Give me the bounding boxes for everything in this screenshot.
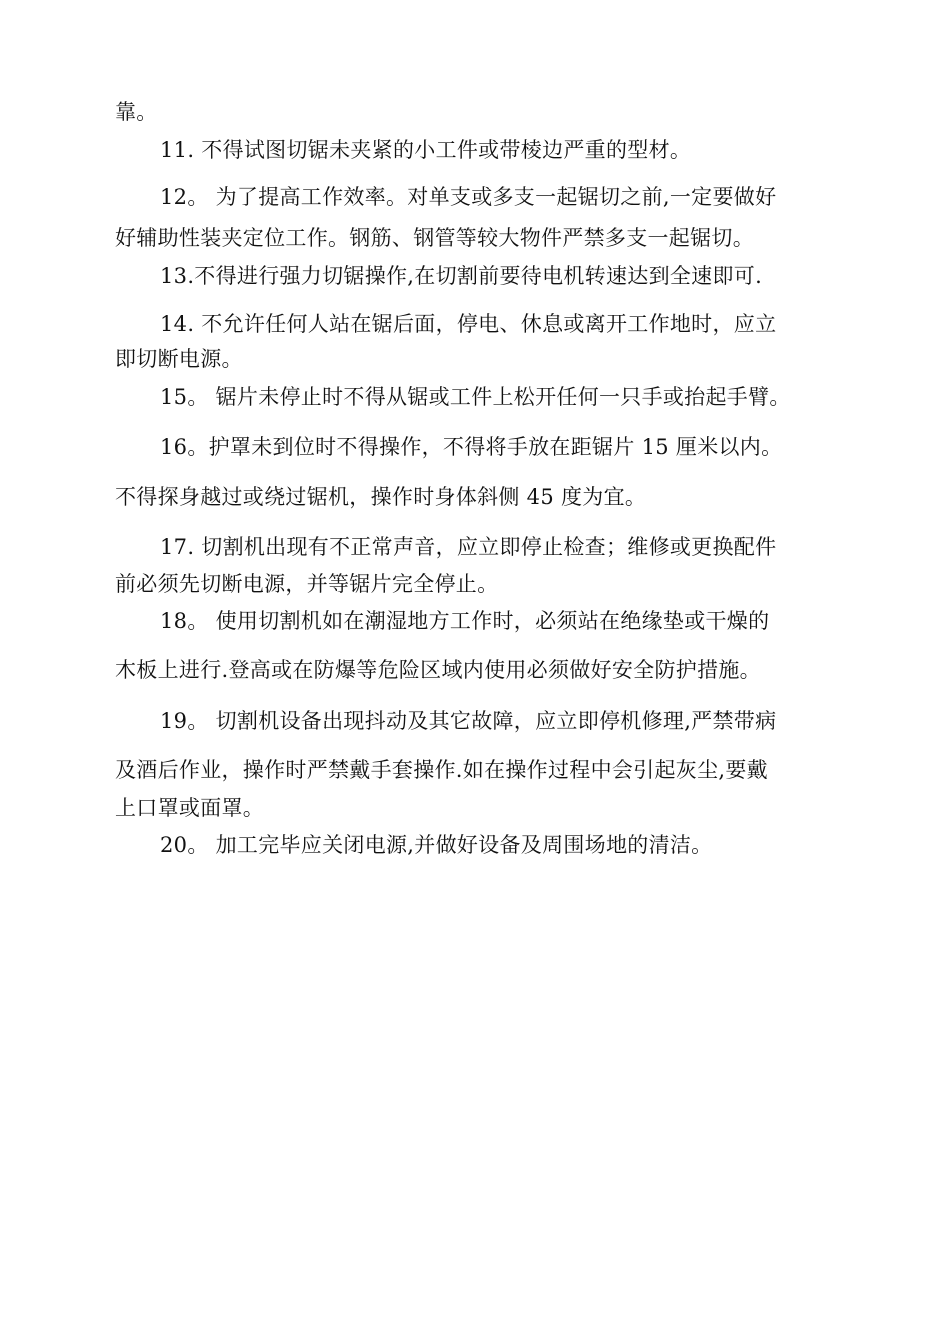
text-line: 13.不得进行强力切锯操作,在切割前要待电机转速达到全速即可. [160, 264, 763, 288]
text-line: 20。 加工完毕应关闭电源,并做好设备及周围场地的清洁。 [160, 833, 713, 857]
text-line: 15。 锯片未停止时不得从锯或工件上松开任何一只手或抬起手臂。 [160, 385, 791, 409]
text-line: 木板上进行.登高或在防爆等危险区域内使用必须做好安全防护措施。 [115, 658, 761, 682]
text-line: 14. 不允许任何人站在锯后面，停电、休息或离开工作地时，应立 [160, 312, 777, 336]
text-line: 即切断电源。 [115, 347, 243, 371]
text-line: 及酒后作业，操作时严禁戴手套操作.如在操作过程中会引起灰尘,要戴 [115, 758, 768, 782]
text-line: 靠。 [115, 100, 158, 124]
text-line: 好辅助性装夹定位工作。钢筋、钢管等较大物件严禁多支一起锯切。 [115, 226, 754, 250]
text-line: 17. 切割机出现有不正常声音，应立即停止检查；维修或更换配件 [160, 535, 777, 559]
text-line: 不得探身越过或绕过锯机，操作时身体斜侧 45 度为宜。 [115, 485, 647, 509]
text-line: 前必须先切断电源，并等锯片完全停止。 [115, 572, 499, 596]
text-line: 上口罩或面罩。 [115, 796, 265, 820]
text-line: 12。 为了提高工作效率。对单支或多支一起锯切之前,一定要做好 [160, 185, 777, 209]
text-line: 16。护罩未到位时不得操作，不得将手放在距锯片 15 厘米以内。 [160, 435, 783, 459]
text-line: 18。 使用切割机如在潮湿地方工作时，必须站在绝缘垫或干燥的 [160, 609, 770, 633]
text-line: 11. 不得试图切锯未夹紧的小工件或带棱边严重的型材。 [160, 138, 692, 162]
text-line: 19。 切割机设备出现抖动及其它故障，应立即停机修理,严禁带病 [160, 709, 777, 733]
